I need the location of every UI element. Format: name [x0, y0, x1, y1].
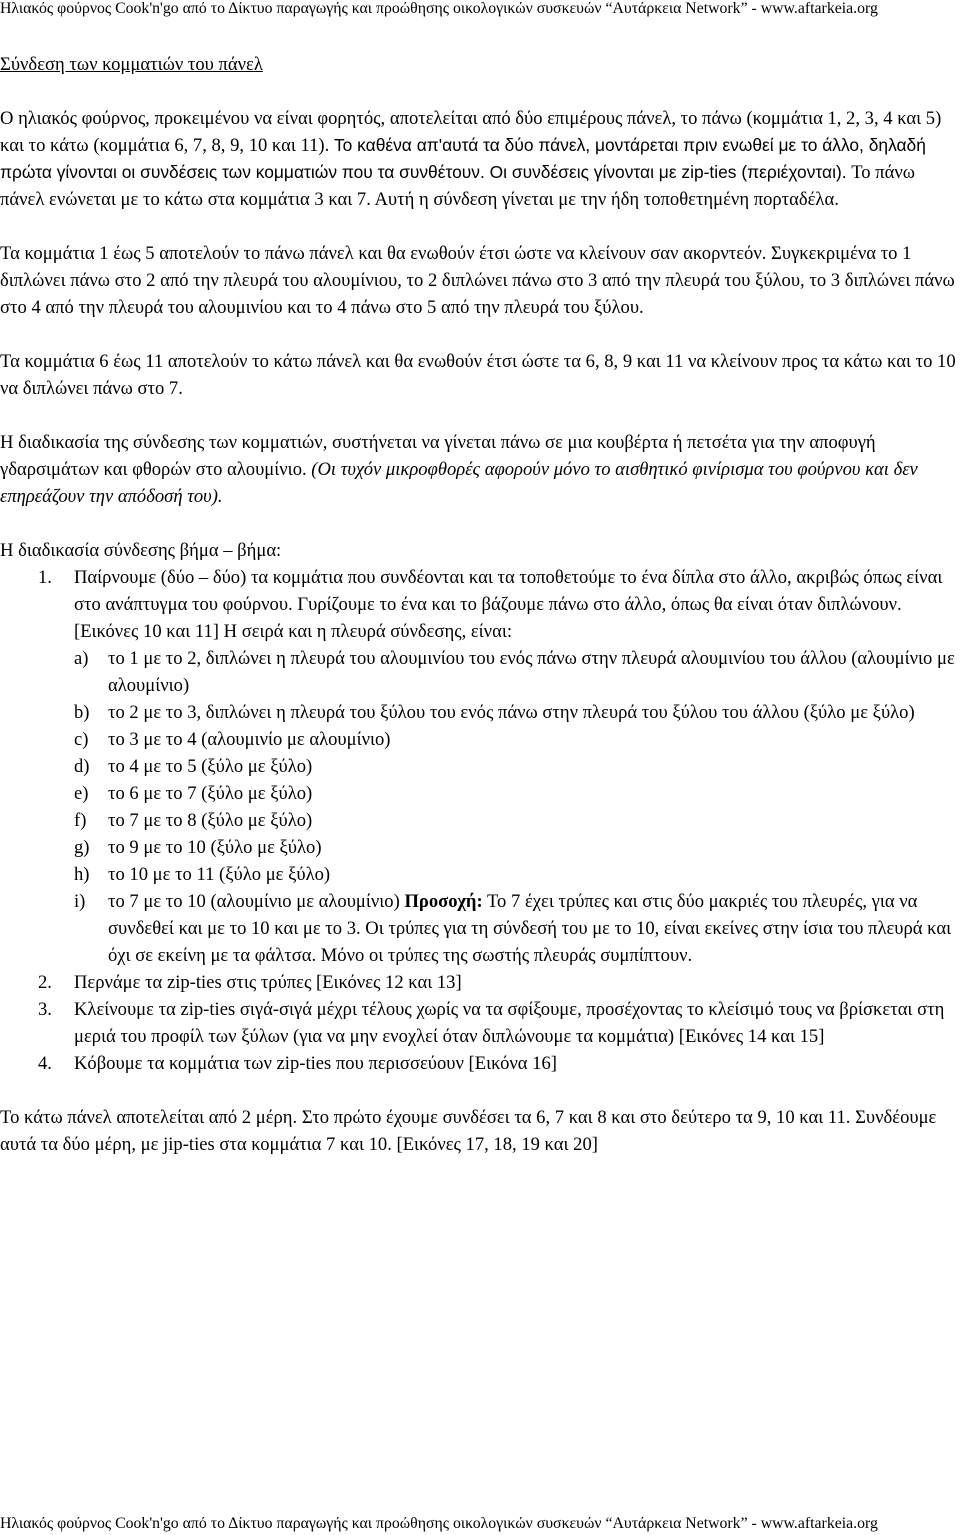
substep-item — [74, 645, 960, 699]
substeps-list — [74, 645, 960, 969]
substep-item — [74, 807, 960, 834]
substep-letter: b) — [74, 702, 90, 723]
substep-letter: i) — [74, 891, 86, 912]
step-number: 2. — [38, 972, 52, 993]
warning-label: Προσοχή: — [404, 891, 483, 912]
substep-letter: c) — [74, 729, 89, 750]
substep-item — [74, 861, 960, 888]
step-text: Κλείνουμε τα zip-ties σιγά-σιγά μέχρι τέλους χωρίς να τα σφίξουμε, προσέχοντας το κλείσιμό τους να βρίσκεται στη μεριά του προφίλ των ξύλων (για να μην ενοχλεί όταν διπλώνουμε τα κομμάτια) [Εικόνες 14 και 15] — [74, 999, 945, 1047]
closing-paragraph: Το κάτω πάνελ αποτελείται από 2 μέρη. Στο πρώτο έχουμε συνδέσει τα 6, 7 και 8 και στο δεύτερο τα 9, 10 και 11. Συνδέουμε αυτά τα δύο μέρη, με jip-ties στα κομμάτια 7 και 10. [Εικόνες 17, 18, 19 και 20] — [0, 1107, 937, 1155]
substep-item — [74, 726, 960, 753]
substep-text: το 9 με το 10 (ξύλο με ξύλο) — [108, 837, 322, 858]
step-number: 4. — [38, 1053, 52, 1074]
substep-letter: e) — [74, 783, 89, 804]
section-title: Σύνδεση των κομματιών του πάνελ — [0, 54, 263, 75]
step-item — [0, 1050, 960, 1077]
substep-letter: h) — [74, 864, 90, 885]
procedure-note-italic: (Οι τυχόν μικροφθορές αφορούν μόνο το αισθητικό φινίρισμα του φούρνου και δεν επηρεάζουν την απόδοσή του). — [0, 459, 918, 507]
substep-text: το 4 με το 5 (ξύλο με ξύλο) — [108, 756, 313, 777]
lower-panel-paragraph: Τα κομμάτια 6 έως 11 αποτελούν το κάτω πάνελ και θα ενωθούν έτσι ώστε τα 6, 8, 9 και 11 να κλείνουν προς τα κάτω και το 10 να διπλώνει πάνω στο 7. — [0, 351, 956, 399]
intro-text-3: Το πάνω πάνελ ενώνεται με το κάτω στα κομμάτια 3 και 7. Αυτή η σύνδεση γίνεται με την ήδη τοποθετημένη πορταδέλα. — [0, 162, 916, 210]
substep-text: το 10 με το 11 (ξύλο με ξύλο) — [108, 864, 331, 885]
steps-list — [0, 564, 960, 1077]
procedure-note-text: Η διαδικασία της σύνδεσης των κομματιών, συστήνεται να γίνεται πάνω σε μια κουβέρτα ή πετσέτα για την αποφυγή γδαρσιμάτων και φθορών στο αλουμίνιο. — [0, 432, 876, 480]
page-footer: Ηλιακός φούρνος Cook'n'go από το Δίκτυο παραγωγής και προώθησης οικολογικών συσκευών “Αυτάρκεια Network” - www.aftarkeia.org — [0, 1515, 878, 1532]
step-text: Κόβουμε τα κομμάτια των zip-ties που περισσεύουν [Εικόνα 16] — [74, 1053, 557, 1074]
substep-letter: d) — [74, 756, 90, 777]
substep-text: το 7 με το 10 (αλουμίνιο με αλουμίνιο) — [108, 891, 405, 912]
substep-item — [74, 699, 960, 726]
substep-item — [74, 780, 960, 807]
steps-heading: Η διαδικασία σύνδεσης βήμα – βήμα: — [0, 540, 282, 561]
substep-item — [74, 888, 960, 969]
document-body — [0, 51, 960, 1185]
step-number: 1. — [38, 567, 52, 588]
substep-text: το 3 με το 4 (αλουμινίο με αλουμίνιο) — [108, 729, 391, 750]
upper-panel-paragraph: Τα κομμάτια 1 έως 5 αποτελούν το πάνω πάνελ και θα ενωθούν έτσι ώστε να κλείνουν σαν ακορντεόν. Συγκεκριμένα το 1 διπλώνει πάνω στο 2 από την πλευρά του αλουμίνιου, το 2 διπλώνει πάνω στο 3 από την πλευρά του ξύλου, το 3 διπλώνει πάνω στο 4 από την πλευρά του αλουμινίου και το 4 πάνω στο 5 από την πλευρά του ξύλου. — [0, 243, 955, 318]
substep-text: το 7 με το 8 (ξύλο με ξύλο) — [108, 810, 313, 831]
step-text: Παίρνουμε (δύο – δύο) τα κομμάτια που συνδέονται και τα τοποθετούμε το ένα δίπλα στο άλλο, ακριβώς όπως είναι στο ανάπτυγμα του φούρνου. Γυρίζουμε το ένα και το βάζουμε πάνω στο άλλο, όπως θα είναι όταν διπλώνουν. [Εικόνες 10 και 11] Η σειρά και η πλευρά σύνδεσης, είναι: — [74, 567, 943, 642]
substep-letter: f) — [74, 810, 87, 831]
substep-text: το 6 με το 7 (ξύλο με ξύλο) — [108, 783, 313, 804]
procedure-note-paragraph — [0, 429, 960, 510]
substep-text-continued: Το 7 έχει τρύπες και στις δύο μακριές του πλευρές, για να συνδεθεί και με το 10 και με το 3. Οι τρύπες για τη σύνδεσή του με το 10, είναι εκείνες στην ίσια του πλευρά και όχι σε εκείνη με τα φάλτσα. Μόνο οι τρύπες της σωστής πλευράς συμπίπτουν. — [108, 891, 952, 966]
intro-paragraph — [0, 105, 960, 213]
step-item — [0, 564, 960, 969]
substep-text: το 2 με το 3, διπλώνει η πλευρά του ξύλου του ενός πάνω στην πλευρά του ξύλου του άλλου (ξύλο με ξύλο) — [108, 702, 915, 723]
step-item — [0, 969, 960, 996]
substep-letter: g) — [74, 837, 90, 858]
substep-text: το 1 με το 2, διπλώνει η πλευρά του αλουμινίου του ενός πάνω στην πλευρά αλουμινίου του άλλου (αλουμίνιο με αλουμίνιο) — [108, 648, 955, 696]
step-number: 3. — [38, 999, 52, 1020]
page-header: Ηλιακός φούρνος Cook'n'go από το Δίκτυο παραγωγής και προώθησης οικολογικών συσκευών “Αυτάρκεια Network” - www.aftarkeia.org — [0, 0, 878, 17]
substep-item — [74, 753, 960, 780]
substep-letter: a) — [74, 648, 89, 669]
step-text: Περνάμε τα zip-ties στις τρύπες [Εικόνες 12 και 13] — [74, 972, 462, 993]
substep-item — [74, 834, 960, 861]
intro-text-1: Ο ηλιακός φούρνος, προκειμένου να είναι φορητός, αποτελείται από δύο επιμέρους πάνελ, το πάνω (κομμάτια 1, 2, 3, 4 και 5) και το κάτω (κομμάτια 6, 7, 8, 9, 10 και 11). — [0, 108, 942, 156]
intro-text-2: Το καθένα απ'αυτά τα δύο πάνελ, μοντάρεται πριν ενωθεί με το άλλο, δηλαδή πρώτα γίνονται οι συνδέσεις των κομματιών που τα συνθέτουν. Οι συνδέσεις γίνονται με zip-ties (περιέχονται). — [0, 135, 926, 182]
step-item — [0, 996, 960, 1050]
